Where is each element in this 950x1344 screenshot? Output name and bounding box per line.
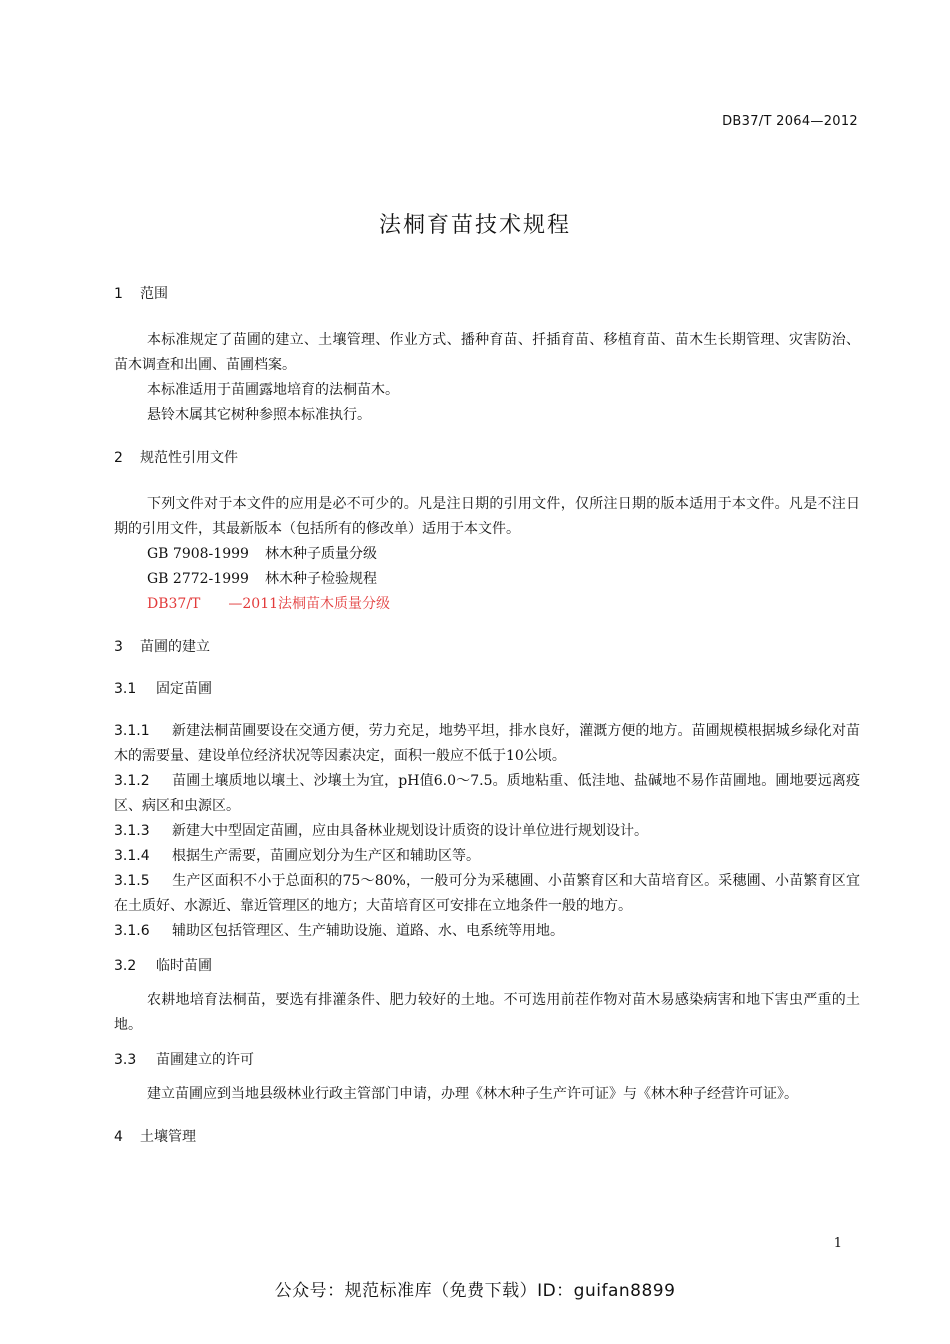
document-title: 法桐育苗技术规程 xyxy=(378,213,571,238)
page-number: 1 xyxy=(833,1236,842,1251)
section-heading-4: 4 土壤管理 xyxy=(114,1129,196,1145)
clause-item: 3.1.5 生产区面积不小于总面积的75～80%，一般可分为采穗圃、小苗繁育区和大苗培育区。采穗圃、小苗繁育区宜在土质好、水源近、靠近管理区的地方；大苗培育区可安排在立地条件一般的地方。 xyxy=(114,873,860,914)
reference-item: GB 2772-1999 林木种子检验规程 xyxy=(147,571,377,587)
section-heading-2: 2 规范性引用文件 xyxy=(114,450,238,466)
document-body xyxy=(114,282,860,1149)
paragraph: 本标准适用于苗圃露地培育的法桐苗木。 xyxy=(147,382,399,398)
clause-item: 3.1.2 苗圃土壤质地以壤土、沙壤土为宜，pH值6.0～7.5。质地粘重、低洼地、盐碱地不易作苗圃地。圃地要远离疫区、病区和虫源区。 xyxy=(114,773,860,814)
reference-item-highlighted: DB37/T —2011法桐苗木质量分级 xyxy=(147,596,391,612)
paragraph: 农耕地培育法桐苗，要选有排灌条件、肥力较好的土地。不可选用前茬作物对苗木易感染病害和地下害虫严重的土地。 xyxy=(114,992,860,1033)
footer-watermark-text: 公众号：规范标准库（免费下载）ID：guifan8899 xyxy=(274,1281,676,1301)
paragraph: 悬铃木属其它树种参照本标准执行。 xyxy=(147,407,371,423)
clause-item: 3.1.1 新建法桐苗圃要设在交通方便，劳力充足，地势平坦，排水良好，灌溉方便的地方。苗圃规模根据城乡绿化对苗木的需要量、建设单位经济状况等因素决定，面积一般应不低于10公顷。 xyxy=(114,723,860,764)
section-heading-3: 3 苗圃的建立 xyxy=(114,639,210,655)
paragraph: 本标准规定了苗圃的建立、土壤管理、作业方式、播种育苗、扦插育苗、移植育苗、苗木生长期管理、灾害防治、苗木调查和出圃、苗圃档案。 xyxy=(114,332,860,373)
paragraph: 建立苗圃应到当地县级林业行政主管部门申请，办理《林木种子生产许可证》与《林木种子经营许可证》。 xyxy=(147,1086,798,1102)
clause-item: 3.1.3 新建大中型固定苗圃，应由具备林业规划设计质资的设计单位进行规划设计。 xyxy=(114,823,648,839)
subsection-heading-3-2: 3.2 临时苗圃 xyxy=(114,958,212,974)
subsection-heading-3-1: 3.1 固定苗圃 xyxy=(114,681,212,697)
section-heading-1: 1 范围 xyxy=(114,286,168,302)
clause-item: 3.1.6 辅助区包括管理区、生产辅助设施、道路、水、电系统等用地。 xyxy=(114,923,564,939)
paragraph: 下列文件对于本文件的应用是必不可少的。凡是注日期的引用文件，仅所注日期的版本适用于本文件。凡是不注日期的引用文件，其最新版本（包括所有的修改单）适用于本文件。 xyxy=(114,496,860,537)
clause-item: 3.1.4 根据生产需要，苗圃应划分为生产区和辅助区等。 xyxy=(114,848,480,864)
subsection-heading-3-3: 3.3 苗圃建立的许可 xyxy=(114,1052,254,1068)
reference-item: GB 7908-1999 林木种子质量分级 xyxy=(147,546,377,562)
document-code: DB37/T 2064—2012 xyxy=(722,114,858,129)
